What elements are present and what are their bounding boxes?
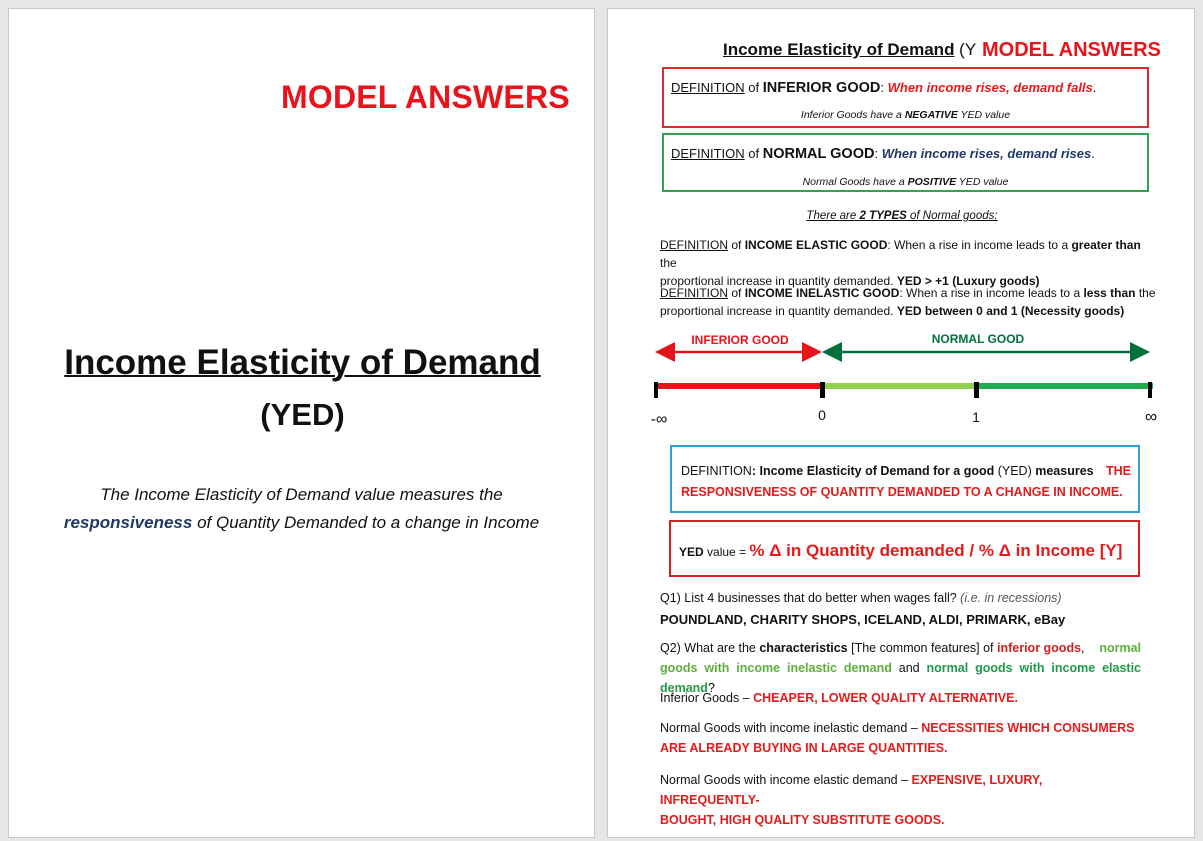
answer-text: NECESSITIES WHICH CONSUMERS xyxy=(921,721,1135,735)
definition-word: DEFINITION xyxy=(660,238,728,252)
inelastic-segment xyxy=(822,383,976,389)
types-key: 2 TYPES xyxy=(859,210,907,222)
answer-text: EXPENSIVE, LUXURY, INFREQUENTLY- xyxy=(660,773,1043,807)
q2-normal-elastic: normal goods with income elastic demand xyxy=(660,661,1142,695)
cover-desc-line2: of Quantity Demanded to a change in Income xyxy=(192,513,540,532)
note-text: YED value xyxy=(957,109,1011,121)
page-title xyxy=(723,40,976,60)
yed-formula: % Δ in Quantity demanded / % Δ in Income [Y] xyxy=(749,541,1123,560)
inelastic-yed-range: YED between 0 and 1 (Necessity goods) xyxy=(896,304,1125,318)
q1-answer: POUNDLAND, CHARITY SHOPS, ICELAND, ALDI, PRIMARK, eBay xyxy=(660,612,1066,627)
note-text: Normal Goods have a xyxy=(802,176,908,188)
definition-word: DEFINITION xyxy=(671,146,745,161)
inferior-good-term: INFERIOR GOOD xyxy=(762,80,881,96)
label-neg-inf: -∞ xyxy=(650,411,668,427)
document-page-2 xyxy=(607,8,1195,838)
period: . xyxy=(1092,80,1097,95)
q2-text: [The common features] of xyxy=(847,641,997,655)
elastic-yed-range: YED > +1 (Luxury goods) xyxy=(896,274,1040,288)
label-one: 1 xyxy=(972,409,980,425)
cover-title xyxy=(9,343,596,383)
label-inf: ∞ xyxy=(1144,407,1158,426)
normal-good-term: NORMAL GOOD xyxy=(762,146,875,162)
elastic-segment xyxy=(976,383,1153,389)
q2-normal-inelastic: goods with income inelastic demand xyxy=(660,661,892,675)
model-answers-label: MODEL ANSWERS xyxy=(978,39,1165,62)
yed-scale-diagram xyxy=(608,327,1196,427)
elastic-text: proportional increase in quantity demanded. xyxy=(660,274,897,288)
answer-elastic xyxy=(660,770,1145,830)
q1-text: Q1) List 4 businesses that do better when wages fall? xyxy=(660,591,961,605)
types-text: There are xyxy=(806,210,860,222)
yed-definition-box xyxy=(670,445,1140,513)
q2-and: and xyxy=(891,661,927,675)
elastic-text: the xyxy=(660,256,677,270)
inelastic-text: : When a rise in income leads to a xyxy=(899,286,1084,300)
yed-abbrev: (YED) xyxy=(994,464,1036,478)
q2-key: characteristics xyxy=(759,641,848,655)
answer-text: BOUGHT, HIGH QUALITY SUBSTITUTE GOODS. xyxy=(660,813,945,827)
answer-label: Inferior Goods – xyxy=(660,691,754,705)
tick-zero xyxy=(820,382,825,398)
note-text: YED value xyxy=(956,176,1009,188)
value-label: value = xyxy=(703,545,750,559)
normal-definition-line xyxy=(671,146,1095,162)
tick-inf xyxy=(1148,382,1152,398)
normal-good-answer: When income rises, demand rises xyxy=(881,146,1092,161)
page-title-suffix: (Y xyxy=(954,40,977,59)
yed-definition-text xyxy=(681,461,1131,503)
cover-description xyxy=(49,481,554,537)
of-word: of xyxy=(728,238,745,252)
note-key: POSITIVE xyxy=(907,176,957,188)
tick-one xyxy=(974,382,979,398)
of-word: of xyxy=(744,80,763,95)
inelastic-text: the xyxy=(1135,286,1156,300)
normal-good-box xyxy=(662,133,1149,192)
answer-text: ARE ALREADY BUYING IN LARGE QUANTITIES. xyxy=(660,741,948,755)
period: . xyxy=(1091,146,1095,161)
income-elastic-definition xyxy=(660,236,1160,290)
yed-definition-subject: Income Elasticity of Demand for a good xyxy=(759,464,995,478)
inelastic-text: proportional increase in quantity demanded. xyxy=(660,304,897,318)
inferior-good-label: INFERIOR GOOD xyxy=(691,333,789,347)
answer-label: Normal Goods with income inelastic demand – xyxy=(660,721,922,735)
answer-text: CHEAPER, LOWER QUALITY ALTERNATIVE. xyxy=(753,691,1018,705)
definition-word: DEFINITION xyxy=(681,464,752,478)
q2-inferior: inferior goods xyxy=(997,641,1082,655)
types-text: of Normal goods: xyxy=(906,210,998,222)
inferior-good-answer: When income rises, demand falls xyxy=(887,80,1093,95)
question-1 xyxy=(660,588,1062,608)
measures-word: measures xyxy=(1035,464,1094,478)
q2-normal: normal xyxy=(1099,641,1141,655)
of-word: of xyxy=(744,146,763,161)
cover-desc-line1: The Income Elasticity of Demand value measures the xyxy=(100,485,503,504)
yed-definition-answer: RESPONSIVENESS OF QUANTITY DEMANDED TO A CHANGE IN INCOME. xyxy=(681,485,1123,499)
elastic-key: greater than xyxy=(1071,238,1141,252)
cover-subtitle: (YED) xyxy=(260,397,345,432)
cover-desc-emphasis: responsiveness xyxy=(63,513,193,532)
inferior-note xyxy=(664,109,1147,121)
answer-inelastic xyxy=(660,718,1145,758)
tick-neg-inf xyxy=(654,382,658,398)
q2-text: Q2) What are the xyxy=(660,641,760,655)
inferior-segment xyxy=(655,383,822,389)
colon: : xyxy=(751,464,760,478)
elastic-term: INCOME ELASTIC GOOD xyxy=(744,238,888,252)
yed-formula-line xyxy=(679,541,1122,561)
normal-note xyxy=(664,176,1147,188)
definition-word: DEFINITION xyxy=(671,80,745,95)
q2-comma: , xyxy=(1081,641,1085,655)
colon: : xyxy=(880,80,888,95)
answer-label: Normal Goods with income elastic demand – xyxy=(660,773,912,787)
cover-title-text: Income Elasticity of Demand xyxy=(64,343,541,382)
yed-formula-box xyxy=(669,520,1140,577)
inferior-definition-line xyxy=(671,80,1096,96)
inelastic-key: less than xyxy=(1083,286,1136,300)
normal-good-label: NORMAL GOOD xyxy=(931,332,1025,346)
elastic-text: : When a rise in income leads to a xyxy=(887,238,1072,252)
colon: : xyxy=(874,146,882,161)
inelastic-term: INCOME INELASTIC GOOD xyxy=(744,286,900,300)
income-inelastic-definition xyxy=(660,284,1160,320)
answer-inferior xyxy=(660,688,1018,708)
q1-hint: (i.e. in recessions) xyxy=(960,591,1062,605)
definition-word: DEFINITION xyxy=(660,286,728,300)
inferior-good-box xyxy=(662,67,1149,128)
page-title-text: Income Elasticity of Demand xyxy=(723,40,955,59)
of-word: of xyxy=(728,286,745,300)
yed-definition-answer-start: THE xyxy=(1106,464,1131,478)
model-answers-label: MODEL ANSWERS xyxy=(281,79,570,115)
note-text: Inferior Goods have a xyxy=(800,109,905,121)
label-zero: 0 xyxy=(818,407,826,423)
types-heading xyxy=(608,210,1196,222)
document-page-1 xyxy=(8,8,595,838)
q2-end: ? xyxy=(707,681,715,695)
yed-label: YED xyxy=(679,545,704,559)
note-key: NEGATIVE xyxy=(904,109,958,121)
